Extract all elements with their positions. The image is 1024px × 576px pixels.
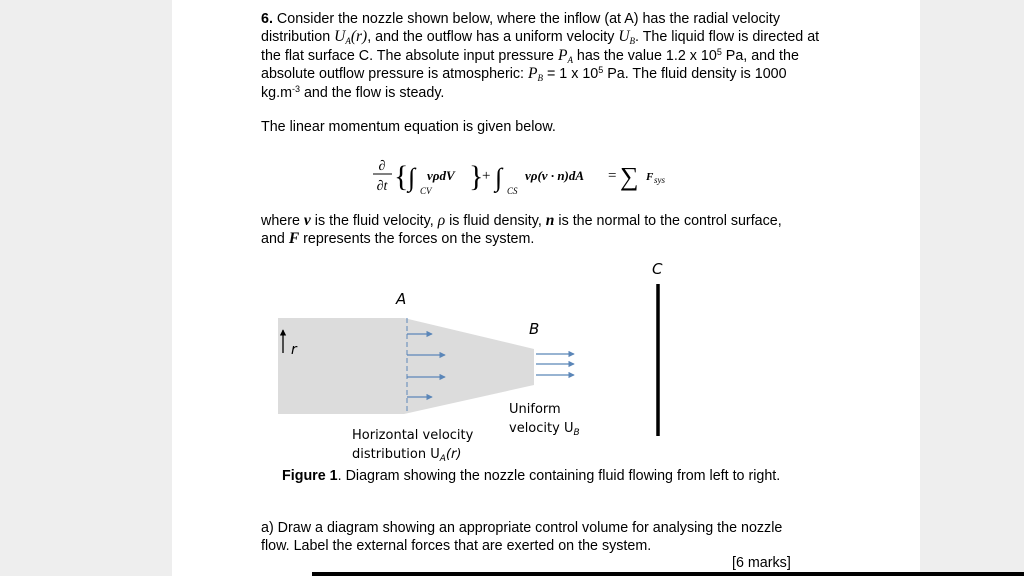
marks-label: [6 marks] [732, 555, 791, 571]
question-number: 6. [261, 11, 273, 27]
document-page [172, 0, 920, 576]
horizontal-label-line2: distribution $U_A(r)$ [352, 447, 462, 464]
cv-integrand: vρdV [427, 168, 455, 183]
label-b: B [529, 320, 540, 338]
figure-caption: Figure 1. Diagram showing the nozzle containing fluid flowing from left to right. [282, 468, 781, 484]
partial-denominator: ∂t [376, 179, 388, 194]
part-a-question: a) Draw a diagram showing an appropriate control volume for analysing the nozzle flow. Label the external forces that are exerted on the system. [261, 520, 783, 555]
nozzle-body [278, 318, 534, 414]
summation-sign: ∑ [620, 162, 639, 191]
momentum-equation [172, 148, 920, 208]
plus-sign: + [482, 168, 491, 184]
forces-symbol: F [646, 171, 654, 183]
horizontal-label-line1: Horizontal velocity [352, 428, 474, 443]
equals-sign: = [608, 168, 617, 184]
cs-label: CS [507, 186, 518, 196]
label-r: r [291, 342, 297, 358]
label-c: C [652, 260, 663, 278]
forces-subscript: sys [654, 175, 665, 185]
uniform-label-line2: velocity $U_B$ [509, 421, 580, 438]
partial-numerator: ∂ [378, 159, 386, 174]
integral-sign-cs: ∫ [495, 163, 503, 192]
integral-sign-cv: ∫ [408, 163, 416, 192]
cv-label: CV [420, 186, 432, 196]
uniform-label-line1: Uniform [509, 402, 561, 417]
cs-integrand: vρ(v · n)dA [525, 168, 585, 183]
nozzle-diagram [172, 250, 920, 470]
equation-intro: The linear momentum equation is given below. [261, 119, 556, 135]
variable-definitions: where v is the fluid velocity, ρ is fluid density, n is the normal to the control surface, and F represents the forces on the system. [261, 212, 782, 248]
question-6-text: 6. Consider the nozzle shown below, where the inflow (at A) has the radial velocity distribution $U_A(r)$, and the outflow has a uniform velocity $U_B$. The liquid flow is directed at the flat surface C. The absolute input pressure $P_A$ has the value 1.2 x $10^5$ Pa, and the absolute outflow pressure is atmospheric: $P_B = 1$ x $10^5$ Pa. The fluid density is 1000 $kg.m^{-3}$ and the flow is steady. [261, 11, 820, 101]
label-a: A [396, 290, 407, 308]
bottom-rule [312, 572, 1024, 576]
left-brace: { [394, 160, 409, 193]
right-brace: } [469, 160, 484, 193]
